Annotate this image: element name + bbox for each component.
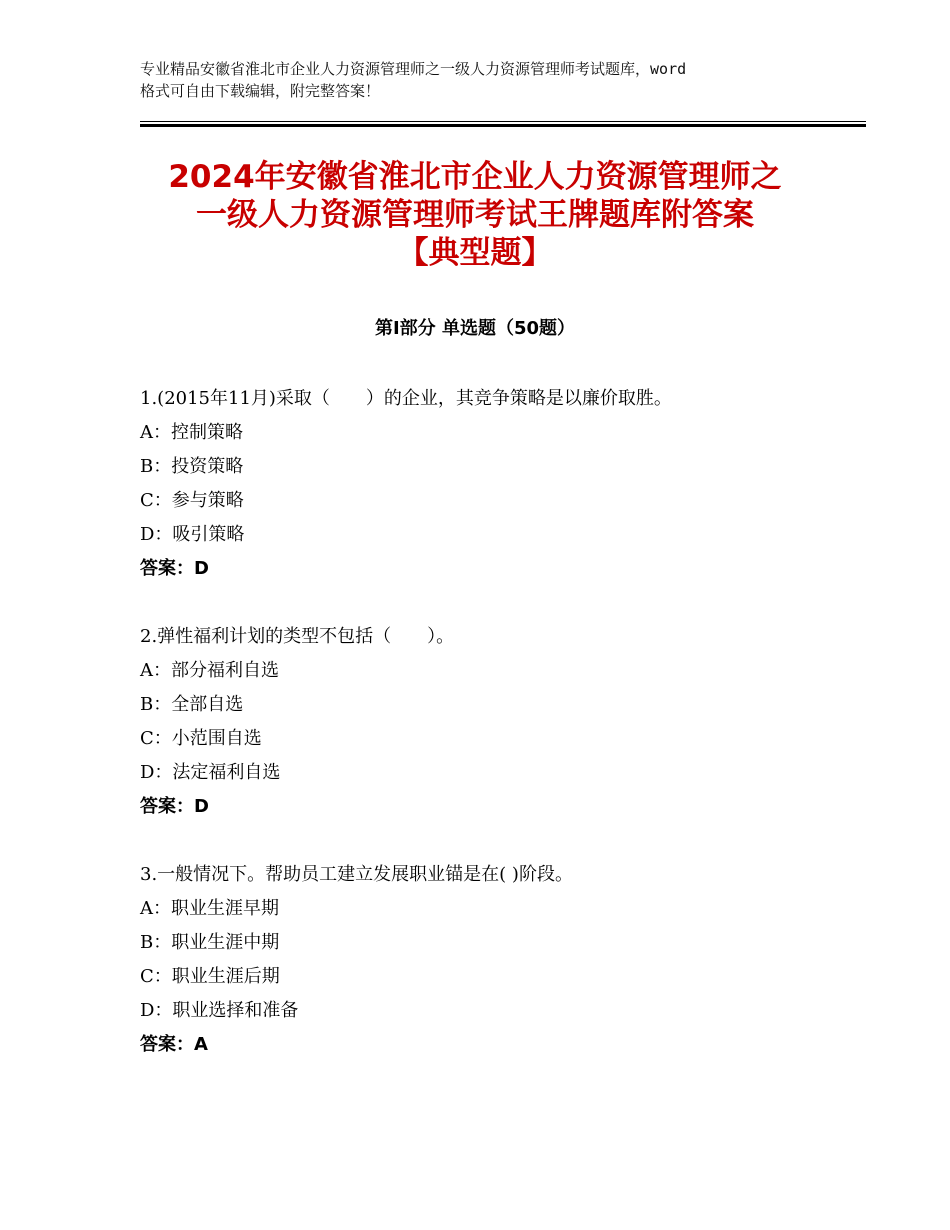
- title-line-2: 一级人力资源管理师考试王牌题库附答案: [196, 197, 754, 233]
- document-header-note: [140, 58, 840, 102]
- question-stem: 2.弹性福利计划的类型不包括（ ）。: [140, 626, 455, 647]
- question-3: [140, 858, 860, 1062]
- answer-line: 答案：D: [140, 796, 209, 817]
- option-a: A：控制策略: [140, 422, 243, 443]
- answer-line: 答案：D: [140, 558, 209, 579]
- question-stem: 3.一般情况下。帮助员工建立发展职业锚是在( )阶段。: [140, 864, 573, 885]
- option-b: B：投资策略: [140, 456, 244, 477]
- question-stem: 1.(2015年11月)采取（ ）的企业，其竞争策略是以廉价取胜。: [140, 388, 672, 409]
- option-c: C：参与策略: [140, 490, 244, 511]
- option-d: D：职业选择和准备: [140, 1000, 299, 1021]
- header-note-line-2: 格式可自由下载编辑，附完整答案！: [140, 82, 381, 100]
- header-divider-thin: [140, 121, 866, 122]
- option-c: C：职业生涯后期: [140, 966, 280, 987]
- section-heading: 第Ⅰ部分 单选题（50题）: [374, 318, 575, 339]
- title-line-3: 【典型题】: [397, 235, 553, 271]
- option-b: B：全部自选: [140, 694, 244, 715]
- question-list: [140, 382, 860, 1062]
- option-d: D：法定福利自选: [140, 762, 281, 783]
- option-a: A：职业生涯早期: [140, 898, 279, 919]
- option-d: D：吸引策略: [140, 524, 245, 545]
- option-c: C：小范围自选: [140, 728, 262, 749]
- question-1: [140, 382, 860, 586]
- document-title: [100, 158, 850, 272]
- answer-line: 答案：A: [140, 1034, 208, 1055]
- option-a: A：部分福利自选: [140, 660, 279, 681]
- option-b: B：职业生涯中期: [140, 932, 280, 953]
- header-note-line-1: 专业精品安徽省淮北市企业人力资源管理师之一级人力资源管理师考试题库，word: [140, 60, 687, 78]
- question-2: [140, 620, 860, 824]
- header-divider-thick: [140, 124, 866, 127]
- title-line-1: 2024年安徽省淮北市企业人力资源管理师之: [168, 159, 782, 195]
